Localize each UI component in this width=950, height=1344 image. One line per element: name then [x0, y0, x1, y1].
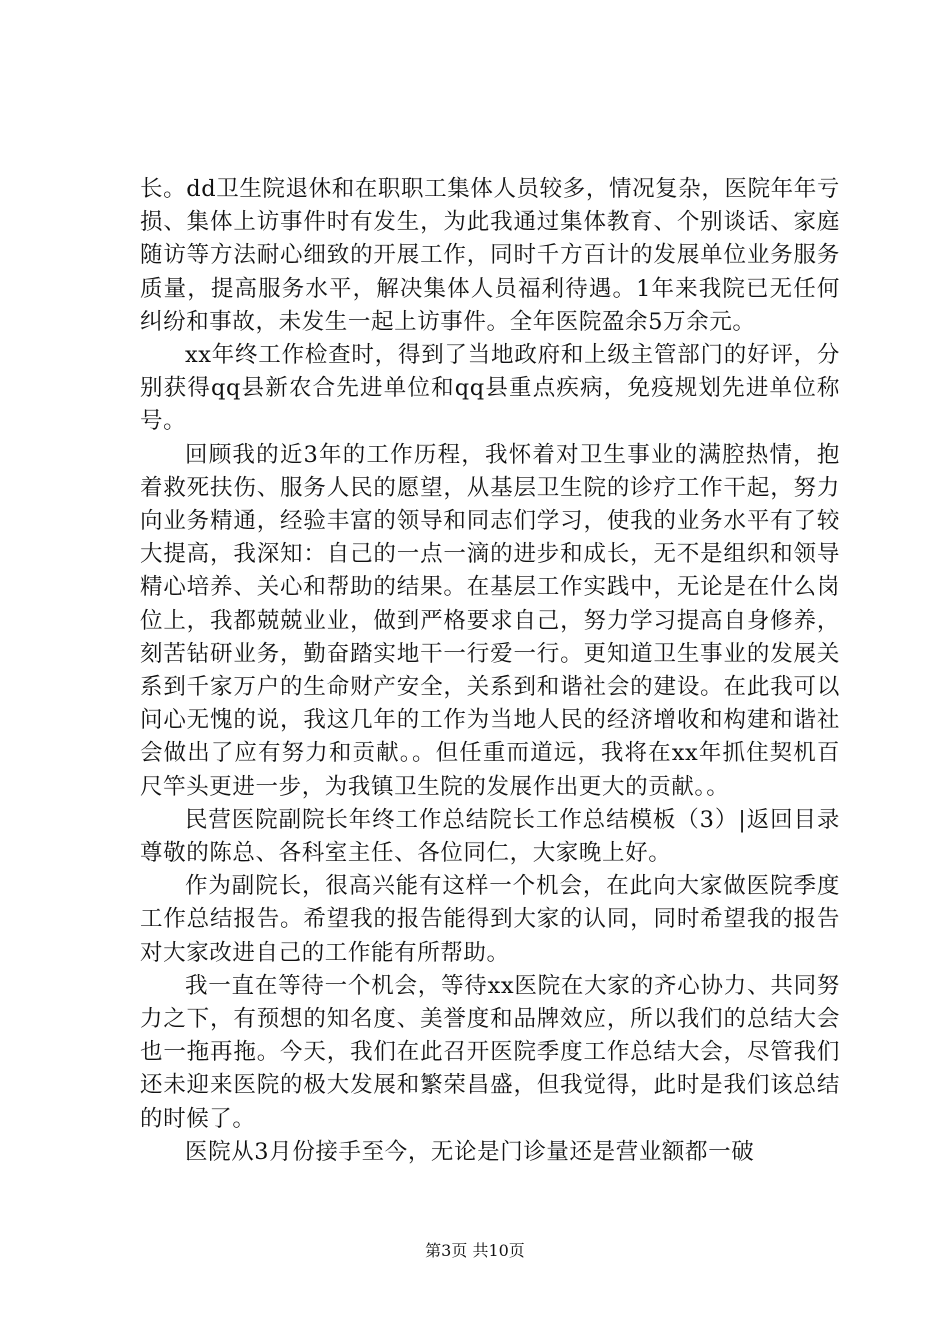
paragraph-2: xx年终工作检查时，得到了当地政府和上级主管部门的好评，分别获得qq县新农合先进单位和qq县重点疾病，免疫规划先进单位称号。 — [140, 342, 840, 435]
paragraph-4: 民营医院副院长年终工作总结院长工作总结模板（3）|返回目录尊敬的陈总、各科室主任、各位同仁，大家晚上好。 — [140, 806, 840, 867]
paragraph-3: 回顾我的近3年的工作历程，我怀着对卫生事业的满腔热情，抱着救死扶伤、服务人民的愿望，从基层卫生院的诊疗工作干起，努力向业务精通，经验丰富的领导和同志们学习，使我的业务水平有了较大提高，我深知：自己的一点一滴的进步和成长，无不是组织和领导精心培养、关心和帮助的结果。在基层工作实践中，无论是在什么岗位上，我都兢兢业业，做到严格要求自己，努力学习提高自身修养，刻苦钻研业务，勤奋踏实地干一行爱一行。更知道卫生事业的发展关系到千家万户的生命财产安全，关系到和谐社会的建设。在此我可以问心无愧的说，我这几年的工作为当地人民的经济增收和构建和谐社会做出了应有努力和贡献。。但任重而道远，我将在xx年抓住契机百尺竿头更进一步，为我镇卫生院的发展作出更大的贡献。。 — [140, 441, 840, 800]
page-number-label: 第3页 共10页 — [425, 1241, 525, 1260]
page-footer — [0, 1240, 950, 1262]
paragraph-5: 作为副院长，很高兴能有这样一个机会，在此向大家做医院季度工作总结报告。希望我的报告能得到大家的认同，同时希望我的报告对大家改进自己的工作能有所帮助。 — [140, 873, 840, 966]
document-body — [140, 173, 840, 1169]
paragraph-6: 我一直在等待一个机会，等待xx医院在大家的齐心协力、共同努力之下，有预想的知名度、美誉度和品牌效应，所以我们的总结大会也一拖再拖。今天，我们在此召开医院季度工作总结大会，尽管我们还未迎来医院的极大发展和繁荣昌盛，但我觉得，此时是我们该总结的时候了。 — [140, 972, 840, 1132]
paragraph-1: 长。dd卫生院退休和在职职工集体人员较多，情况复杂，医院年年亏损、集体上访事件时有发生，为此我通过集体教育、个别谈话、家庭随访等方法耐心细致的开展工作，同时千方百计的发展单位业务服务质量，提高服务水平，解决集体人员福利待遇。1年来我院已无任何纠纷和事故，未发生一起上访事件。全年医院盈余5万余元。 — [140, 176, 840, 335]
paragraph-7: 医院从3月份接手至今，无论是门诊量还是营业额都一破 — [185, 1138, 755, 1165]
